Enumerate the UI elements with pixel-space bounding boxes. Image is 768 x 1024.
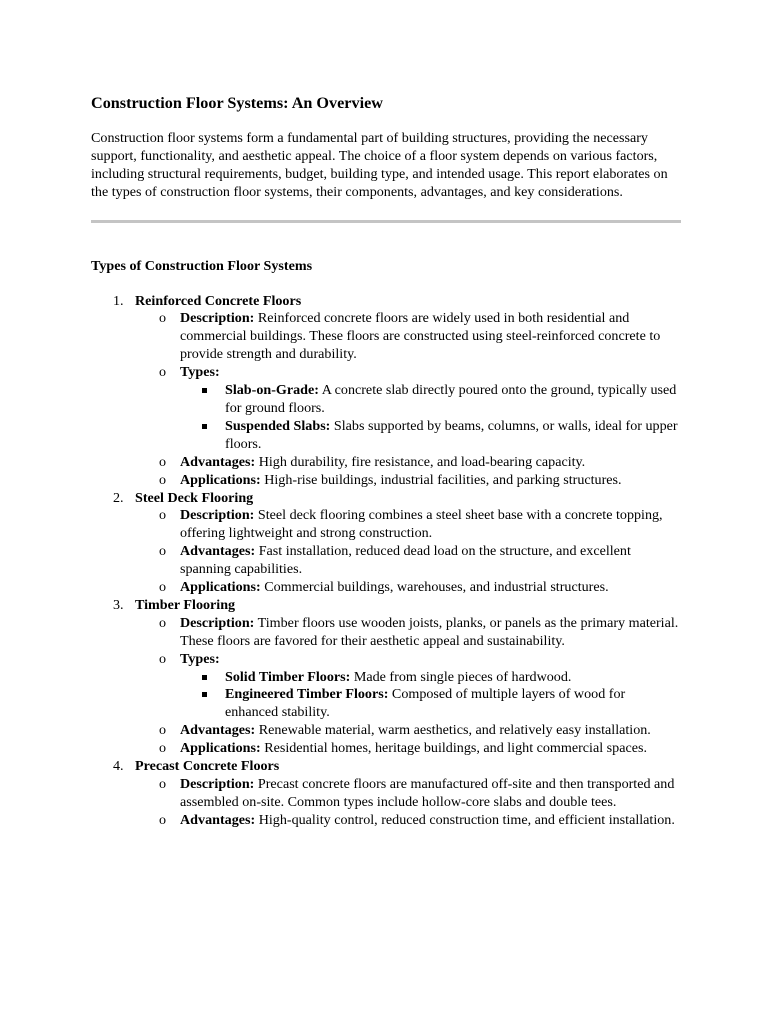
item-title: Precast Concrete Floors [135, 758, 280, 775]
list-item [91, 597, 681, 758]
floor-systems-list [91, 293, 681, 830]
detail-text: High-quality control, reduced construction time, and efficient installation. [255, 811, 675, 828]
detail-label: Description: [180, 614, 255, 631]
detail-body [180, 543, 681, 579]
item-details [135, 507, 681, 597]
detail-text: Steel deck flooring combines a steel sheet base with a concrete topping, offering lightweight and strong construction. [180, 507, 663, 542]
type-text: Slabs supported by beams, columns, or walls, ideal for upper floors. [225, 417, 678, 452]
detail-label: Advantages: [180, 543, 256, 560]
detail-item [135, 812, 681, 830]
detail-body [180, 776, 681, 812]
detail-text: Commercial buildings, warehouses, and industrial structures. [260, 579, 609, 596]
detail-label: Advantages: [180, 722, 256, 739]
detail-item [135, 364, 681, 454]
detail-text: Reinforced concrete floors are widely used in both residential and commercial buildings. These floors are constructed using steel-reinforced concrete to provide strength and durability. [180, 310, 661, 363]
detail-item [135, 740, 681, 758]
section-heading: Types of Construction Floor Systems [91, 257, 313, 274]
detail-body [180, 740, 681, 758]
detail-label: Description: [180, 507, 255, 524]
detail-body [180, 472, 681, 490]
hollow-bullet-icon: o [159, 579, 167, 596]
document-page [91, 93, 681, 830]
item-details [135, 776, 681, 830]
detail-text: Precast concrete floors are manufactured off-site and then transported and assembled on-site. Common types include hollow-core slabs and double tees. [180, 776, 675, 810]
detail-body [180, 454, 681, 472]
detail-label: Advantages: [180, 453, 256, 470]
section-divider [91, 220, 681, 223]
type-body [225, 686, 681, 722]
item-number: 2. [113, 489, 124, 506]
detail-item [135, 543, 681, 579]
type-item [180, 669, 681, 687]
detail-item [135, 615, 681, 651]
item-title: Steel Deck Flooring [135, 489, 254, 506]
hollow-bullet-icon: o [159, 453, 167, 470]
hollow-bullet-icon: o [159, 722, 167, 739]
detail-body [180, 364, 681, 382]
detail-text: Fast installation, reduced dead load on the structure, and excellent spanning capabilities. [180, 543, 631, 578]
detail-body [180, 615, 681, 651]
intro-paragraph: Construction floor systems form a fundamental part of building structures, providing the necessary support, functionality, and aesthetic appeal. The choice of a floor system depends on various factors, including structural requirements, budget, building type, and intended usage. This report elaborates on the types of construction floor systems, their components, advantages, and key considerations. [91, 130, 668, 200]
detail-label: Description: [180, 776, 255, 792]
detail-label: Applications: [180, 740, 261, 757]
detail-body [180, 507, 681, 543]
type-text: Made from single pieces of hardwood. [350, 668, 572, 685]
hollow-bullet-icon: o [159, 471, 167, 488]
detail-label: Types: [180, 364, 220, 381]
item-title: Timber Flooring [135, 596, 236, 613]
item-number: 3. [113, 596, 124, 613]
detail-body [180, 579, 681, 597]
hollow-bullet-icon: o [159, 650, 167, 667]
square-bullet-icon [202, 675, 207, 680]
detail-label: Description: [180, 310, 255, 327]
hollow-bullet-icon: o [159, 776, 167, 792]
detail-item [135, 579, 681, 597]
hollow-bullet-icon: o [159, 310, 167, 327]
detail-item [135, 472, 681, 490]
detail-text: Residential homes, heritage buildings, and light commercial spaces. [260, 740, 647, 757]
item-number: 1. [113, 292, 124, 309]
item-number: 4. [113, 758, 124, 775]
document-title: Construction Floor Systems: An Overview [91, 94, 383, 112]
detail-item [135, 651, 681, 723]
detail-label: Types: [180, 650, 220, 667]
item-details [135, 310, 681, 489]
detail-item [135, 776, 681, 812]
hollow-bullet-icon: o [159, 364, 167, 381]
detail-item [135, 454, 681, 472]
hollow-bullet-icon: o [159, 543, 167, 560]
type-list [180, 669, 681, 723]
square-bullet-icon [202, 692, 207, 697]
detail-text: Renewable material, warm aesthetics, and relatively easy installation. [255, 722, 651, 739]
detail-body [180, 651, 681, 669]
detail-body [180, 310, 681, 364]
detail-item [135, 310, 681, 364]
type-text: Composed of multiple layers of wood for enhanced stability. [225, 686, 626, 721]
detail-item [135, 722, 681, 740]
type-item [180, 686, 681, 722]
type-label: Engineered Timber Floors: [225, 686, 389, 703]
type-item [180, 418, 681, 454]
type-label: Suspended Slabs: [225, 417, 331, 434]
square-bullet-icon [202, 388, 207, 393]
hollow-bullet-icon: o [159, 614, 167, 631]
detail-label: Applications: [180, 579, 261, 596]
list-item [91, 490, 681, 597]
item-title: Reinforced Concrete Floors [135, 292, 302, 309]
item-details [135, 615, 681, 758]
hollow-bullet-icon: o [159, 507, 167, 524]
hollow-bullet-icon: o [159, 811, 167, 828]
list-item [91, 758, 681, 830]
type-body [225, 382, 681, 418]
detail-item [135, 507, 681, 543]
detail-label: Advantages: [180, 811, 256, 828]
type-list [180, 382, 681, 454]
type-text: A concrete slab directly poured onto the ground, typically used for ground floors. [225, 382, 677, 416]
type-label: Slab-on-Grade: [225, 382, 319, 399]
square-bullet-icon [202, 424, 207, 429]
detail-body [180, 722, 681, 740]
list-item [91, 293, 681, 490]
type-item [180, 382, 681, 418]
detail-label: Applications: [180, 471, 261, 488]
type-label: Solid Timber Floors: [225, 668, 351, 685]
type-body [225, 418, 681, 454]
detail-text: Timber floors use wooden joists, planks, or panels as the primary material. These floors are favored for their aesthetic appeal and sustainability. [180, 614, 679, 649]
detail-text: High durability, fire resistance, and load-bearing capacity. [255, 453, 586, 470]
hollow-bullet-icon: o [159, 740, 167, 757]
type-body [225, 669, 681, 687]
detail-body [180, 812, 681, 830]
detail-text: High-rise buildings, industrial facilities, and parking structures. [260, 471, 622, 488]
